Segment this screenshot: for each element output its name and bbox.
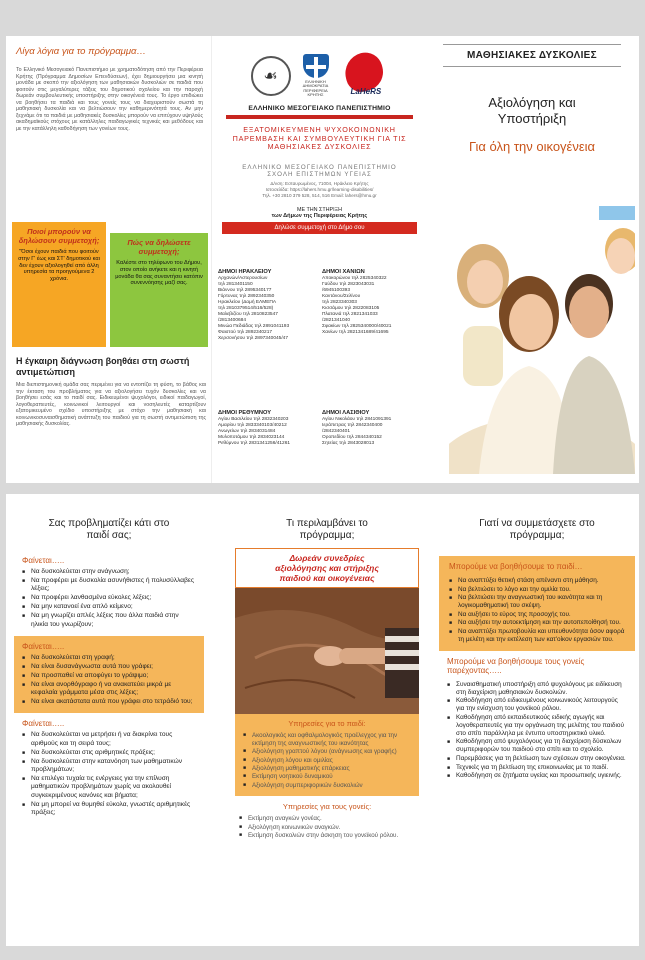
list-item: ■ Να αυξήσει την αυτοεκτίμηση και την αυτοπεποίθησή του. — [449, 619, 627, 627]
list-item: ■ Να δυσκολεύεται στην κατανόηση των μαθηματικών προβλημάτων; — [22, 758, 196, 775]
how-text: Καλέστε στο τηλέφωνο του Δήμου, στον οποίο ανήκετε και η κινητή μονάδα θα σας συναντήσει κατόπιν συνεννόησης μαζί σας. — [115, 260, 203, 287]
list-item: ■ Να είναι ακατάστατα αυτά που γράφει στο τετράδιό του; — [22, 698, 196, 706]
municipality-name: ΔΗΜΟΙ ΧΑΝΙΩΝ — [322, 269, 365, 275]
parent-benefits-heading-line-1: Μπορούμε να βοηθήσουμε τους γονείς — [447, 656, 585, 666]
municipality-phone-line: Χερσονήσου τηλ 2897340045/47 — [218, 336, 288, 342]
concerns-column — [6, 494, 212, 946]
municipality-phone-line: Αγίου Νικολάου τηλ 2841091391 — [322, 417, 392, 422]
municipalities-row-1 — [218, 269, 422, 343]
how-title: Πώς να δηλώσετε συμμετοχή; — [127, 238, 191, 256]
list-item: ■ Να δυσκολεύεται στις αριθμητικές πράξεις; — [22, 749, 196, 757]
contact-line: Τηλ. +30 2810 379 528, 514, 516 Email: lahers@hmu.gr — [262, 193, 377, 199]
municipality-phone-line: Οροπεδίου τηλ 2844340152 — [322, 435, 382, 441]
brochure-inside — [6, 494, 639, 946]
program-title: ΕΞΑΤΟΜΙΚΕΥΜΕΝΗ ΨΥΧΟΚΟΙΝΩΝΙΚΗ ΠΑΡΕΜΒΑΣΗ ΚΑΙ ΣΥΜΒΟΥΛΕΥΤΙΚΗ ΓΙΑ ΤΙΣ ΜΑΘΗΣΙΑΚΕΣ ΔΥΣΚΟΛΙΕΣ — [232, 125, 407, 152]
why-participate-column — [433, 494, 639, 946]
list-item: ■ Να βελτιώσει το λόγο και την ομιλία του. — [449, 586, 627, 594]
list-item: ■ Να προφέρει λανθασμένα εύκολες λέξεις; — [22, 594, 196, 602]
logos-row — [218, 48, 421, 103]
municipality-phone-line: /2842340401 — [322, 429, 351, 435]
municipality-phone-line: /6945100393 — [322, 288, 351, 294]
municipality-phone-line: Σητείας τηλ 2843028013 — [322, 441, 375, 447]
free-sessions-box — [235, 548, 419, 588]
list-item: ■ Να δυσκολεύεται στην ανάγνωση; — [22, 568, 196, 576]
why-title — [439, 518, 635, 542]
list-item: ■ Να προσπαθεί να αποφύγει το γράψιμο; — [22, 672, 196, 680]
municipality-phone-line: Ιεράπετρας τηλ 2842340400 — [322, 423, 383, 429]
contents-title-line-2: πρόγραμμα; — [299, 530, 355, 541]
who-text: "Όσοι έχουν παιδιά που φοιτούν στην Γ' έως και ΣΤ' δημοτικού και δεν έχουν αξιολογηθεί από άλλη υπηρεσία τα προηγούμενα 2 χρόνια. — [18, 249, 100, 283]
municipality-phones — [218, 276, 316, 343]
list-item: ■ Καθοδήγηση σε ζητήματα υγείας και προσωπικής υγιεινής. — [447, 772, 627, 780]
municipalities-row-2 — [218, 410, 422, 447]
about-text: Το Ελληνικό Μεσογειακό Πανεπιστήμιο με χρηματοδότηση από την Περιφέρεια Κρήτης (Πρόγραμμα Δημοσίων Επενδύσεων), έχει δημιουργήσει μια κινητή μονάδα με σκοπό την αξιολόγηση των μαθησιακών δυσκολιών σε παιδιά που φοιτούν στις μεγαλύτερες τάξεις του δημοτικού σχολείου και την παροχή δωρεάν συμβουλευτικής υποστήριξης στην οικογένειά τους. Το έργο επιδιώκει να βοηθήσει τα παιδιά και τους γονείς τους να διαχειριστούν σωστά τη μαθησιακή δυσκολία και να βελτιώσουν την καθημερινότητά τους. Αν μην ξεχνάμε ότι τα παιδιά με μαθησιακές δυσκολίες μπορούν να επιτύχουν υψηλούς ακαδημαϊκούς στόχους με κατάλληλες παιδαγωγικές τεχνικές και μεθόδους και με την κατάλληλη καθοδήγηση των γονέων τους. — [16, 67, 203, 132]
contact-column — [211, 36, 425, 483]
list-item: ■ Εκτίμηση αναγκών γονέας. — [239, 815, 415, 823]
list-item: ■ Να προφέρει με δυσκολία ασυνήθιστες ή πολυσύλλαβες λέξεις; — [22, 577, 196, 594]
municipality-phone-line: τηλ 2813401150 — [218, 282, 253, 288]
cover-divider-top — [443, 44, 621, 45]
list-item: ■ Να αναπτύξει πρωτοβουλία και υπευθυνότητα όσον αφορά τη μελέτη και την εκτέλεση των κατ'οίκον εργασιών του. — [449, 628, 627, 644]
parent-benefits-list — [447, 681, 627, 781]
about-title: Λίγα λόγια για το πρόγραμμα… — [16, 46, 146, 57]
municipality-phones — [322, 276, 420, 336]
child-benefits-heading: Μπορούμε να βοηθήσουμε το παιδί… — [449, 562, 583, 571]
cover-tagline: Για όλη την οικογένεια — [468, 139, 596, 154]
reading-list — [22, 568, 196, 629]
program-contents-column — [223, 494, 429, 946]
cover-subtitle — [431, 95, 633, 127]
municipality-phone-line: Μαλεβιζίου τηλ 2810823547 — [218, 312, 278, 318]
municipality-phone-line: Μυλοποτάμου τηλ 2834023144 — [218, 435, 285, 441]
municipality-phone-line: τηλ 2810379514/516/528) — [218, 306, 274, 312]
municipality-phone-line: Αγίου Βασιλείου τηλ 2832340203 — [218, 417, 289, 422]
red-divider — [226, 115, 413, 119]
municipality-phone-line: Αρχανών/Αστερουσίων — [218, 276, 268, 281]
list-item: ■ Να αναπτύξει θετική στάση απέναντι στη μάθηση. — [449, 577, 627, 585]
why-title-line-2: πρόγραμμα; — [509, 530, 565, 541]
list-item: ■ Να επιλέγει τυχαία τις ενέργειες για την επίλυση μαθηματικών προβλημάτων χωρίς να ακολουθεί συγκεκριμένους κανόνες και βήματα; — [22, 775, 196, 800]
family-photo — [449, 206, 635, 474]
section-heading: Φαίνεται….. — [22, 556, 65, 565]
municipality-phone-line: /2813400684 — [218, 318, 247, 324]
municipality-phones — [322, 417, 420, 447]
list-item: ■ Να είναι ανορθόγραφο ή να ανακατεύει μικρά με κεφαλαία γράμματα μέσα στις λέξεις; — [22, 681, 196, 698]
municipality-phone-line: Γόρτυνας τηλ 2892340350 — [218, 294, 275, 300]
list-item: ■ Να μη γνωρίζει απλές λέξεις που άλλα παιδιά στην ηλικία του γνωρίζουν; — [22, 612, 196, 629]
list-item: ■ Καθοδήγηση από ειδικευμένους κοινωνικούς λειτουργούς για την ενίσχυση του γονεϊκού ρόλου. — [447, 697, 627, 713]
section-heading: Φαίνεται….. — [22, 641, 65, 651]
child-services-list — [243, 732, 411, 790]
section-heading: Φαίνεται….. — [22, 719, 65, 729]
municipality-name: ΔΗΜΟΙ ΡΕΘΥΜΝΟΥ — [218, 410, 272, 416]
list-item: ■ Αξιολόγηση κοινωνικών αναγκών. — [239, 824, 415, 832]
municipality-rethymno — [218, 410, 316, 447]
parent-benefits-heading-line-2: παρέχοντας….. — [447, 665, 502, 675]
cover-column — [425, 36, 639, 483]
list-item: ■ Καθοδήγηση από εκπαιδευτικούς ειδικής αγωγής και λογοθεραπευτές για την οργάνωση της μελέτης του παιδιού στο σπίτι παράλληλα με έντυπο υποστηρικτικό υλικό. — [447, 714, 627, 738]
list-item: ■ Να αυξήσει το εύρος της προσοχής του. — [449, 611, 627, 619]
how-to-apply-box — [110, 233, 208, 347]
school-line-2: ΣΧΟΛΗ ΕΠΙΣΤΗΜΩΝ ΥΓΕΙΑΣ — [267, 171, 372, 179]
contents-title-line-1: Τι περιλαμβάνει το — [286, 518, 368, 529]
concerns-title-line-2: παιδί σας; — [86, 530, 132, 541]
school-name — [218, 164, 421, 179]
contents-title — [231, 518, 423, 542]
lahers-logo — [341, 53, 389, 99]
child-services-title: Υπηρεσίες για το παιδί: — [288, 719, 366, 728]
register-banner: Δηλώσε συμμετοχή στο Δήμο σου — [222, 222, 417, 234]
free-line-1: Δωρεάν συνεδρίες — [289, 553, 365, 563]
address: Δ/νση: Εσταυρωμένος, 71004, Ηράκλειο Κρήτης — [270, 180, 369, 186]
list-item: ■ Ακοολογικός και οφθαλμολογικός προέλεγχος για την εκτίμηση της αναγνωστικής του ικανότητας — [243, 732, 411, 748]
list-item: ■ Συναισθηματική υποστήριξη από ψυχολόγους με ειδίκευση στη διαχείριση μαθησιακών δυσκολιών. — [447, 681, 627, 697]
list-item: ■ Αξιολόγηση μαθηματικής επάρκειας — [243, 765, 411, 773]
child-writing-photo — [235, 588, 419, 714]
region-crete-logo — [297, 54, 335, 98]
university-name: ΕΛΛΗΝΙΚΟ ΜΕΣΟΓΕΙΑΚΟ ΠΑΝΕΠΙΣΤΗΜΙΟ — [248, 105, 391, 112]
municipality-phone-line: Κισσάμου τηλ 2822083105 — [322, 306, 380, 312]
municipality-phone-line: τηλ 2823340303 — [322, 300, 357, 306]
municipality-phone-line: Αποκορώνου τηλ 2825340322 — [322, 276, 387, 281]
who-title: Ποιοί μπορούν να δηλώσουν συμμετοχή; — [18, 227, 100, 245]
math-section — [14, 713, 204, 824]
list-item: ■ Να είναι δυσανάγνωστα αυτά που γράφει; — [22, 663, 196, 671]
brochure-front — [6, 36, 639, 483]
child-benefits-box — [439, 556, 635, 651]
concerns-title — [14, 518, 204, 542]
municipality-lasithi — [322, 410, 420, 447]
municipality-chania — [322, 269, 420, 343]
municipality-phones — [218, 417, 316, 447]
address-block — [218, 181, 421, 200]
municipality-phone-line: Σφακίων τηλ 2825340000/40021 — [322, 324, 392, 330]
parent-services-title: Υπηρεσίες για τους γονείς: — [282, 802, 372, 812]
municipality-phone-line: Αμαρίου τηλ 2833340103/40212 — [218, 423, 287, 429]
cover-subtitle-line-2: Υποστήριξη — [497, 111, 567, 126]
list-item: ■ Αξιολόγηση λόγου και ομιλίας — [243, 757, 411, 765]
cover-title: ΜΑΘΗΣΙΑΚΕΣ ΔΥΣΚΟΛΙΕΣ — [467, 50, 597, 61]
list-item: ■ Να μη μπορεί να θυμηθεί εύκολα, γνωστές αριθμητικές πράξεις; — [22, 801, 196, 818]
municipality-phone-line: Πλατανιά τηλ 2821341033 — [322, 312, 378, 318]
school-line-1: ΕΛΛΗΝΙΚΟ ΜΕΣΟΓΕΙΑΚΟ ΠΑΝΕΠΙΣΤΗΜΙΟ — [242, 163, 397, 171]
support-line-1: ΜΕ ΤΗΝ ΣΤΗΡΙΞΗ — [296, 206, 343, 213]
municipality-phone-line: Φαιστού τηλ 2892340217 — [218, 330, 273, 336]
about-program-column — [6, 36, 211, 483]
math-list — [22, 731, 196, 817]
municipality-phone-line: Καντάνου/Σελίνου — [322, 294, 361, 300]
child-benefits-list — [449, 577, 627, 644]
municipality-name: ΔΗΜΟΙ ΗΡΑΚΛΕΙΟΥ — [218, 269, 272, 275]
municipality-phone-line: /2821341040 — [322, 318, 351, 324]
list-item: ■ Εκτίμηση νοητικού δυναμικού — [243, 773, 411, 781]
parent-benefits-box — [439, 651, 635, 787]
list-item: ■ Αξιολόγηση συμπεριφορικών δυσκολιών — [243, 782, 411, 790]
website[interactable]: Ιστοσελίδα: https://lahers.hmu.gr/learning-disabilities/ — [265, 187, 374, 193]
free-line-3: παιδιού και οικογένειας — [279, 573, 375, 583]
parent-services-list — [239, 815, 415, 840]
list-item: ■ Εκτίμηση δυσκολιών στην άσκηση του γονεϊκού ρόλου. — [239, 832, 415, 840]
lahers-logo-text: LaHeRS — [350, 86, 382, 96]
free-line-2: αξιολόγησης και στήριξης — [275, 563, 379, 573]
who-can-apply-box — [12, 222, 106, 347]
parent-benefits-heading — [447, 657, 627, 675]
municipality-name: ΔΗΜΟΙ ΛΑΣΙΘΙΟΥ — [322, 410, 370, 416]
reading-section — [14, 554, 204, 636]
municipality-phone-line: Χανίων τηλ 2821341689/41695 — [322, 330, 389, 336]
diagnosis-title: Η έγκαιρη διάγνωση βοηθάει στη σωστή αντιμετώπιση — [16, 356, 190, 377]
writing-section — [14, 636, 204, 713]
list-item: ■ Καθοδήγηση από ψυχολόγους για τη διαχείριση δύσκολων συμπεριφορών του παιδιού στο σπίτι και το σχολείο. — [447, 738, 627, 754]
municipality-phone-line: Ρεθύμνου τηλ 2831341256/41261 — [218, 441, 291, 447]
support-text — [218, 207, 421, 220]
municipality-phone-line: Βιάννου τηλ 2895340177 — [218, 288, 272, 294]
cover-divider-bottom — [443, 66, 621, 67]
why-title-line-1: Γιατί να συμμετάσχετε στο — [479, 518, 595, 529]
support-line-2: των Δήμων της Περιφέρειας Κρήτης — [271, 212, 368, 219]
child-services-box — [235, 714, 419, 796]
parent-services-box — [231, 796, 423, 846]
list-item: ■ Τεχνικές για τη βελτίωση της επικοινωνίας με το παιδί. — [447, 764, 627, 772]
list-item: ■ Να δυσκολεύεται να μετρήσει ή να διακρίνει τους αριθμούς και τη σειρά τους; — [22, 731, 196, 748]
list-item: ■ Αξιολόγηση γραπτού λόγου (ανάγνωσης και γραφής) — [243, 748, 411, 756]
municipality-phone-line: Γαύδου τηλ 2823043031 — [322, 282, 375, 288]
list-item: ■ Να μην κατανοεί ένα απλό κείμενο; — [22, 603, 196, 611]
diagnosis-text: Μια διεπιστημονική ομάδα σας περιμένει για να εντοπίζει τη φύση, το βάθος και την έκταση του προβλήματος για να αξιολογήσει τυχόν δυσκολίες και να βοηθήσει εσάς και το παιδί σας. Ειδικευμένοι ψυχολόγοι, ειδικοί παιδαγωγοί, λογοθεραπευτές, κοινωνικοί λειτουργοί και νοσηλευτές καταρτίζουν εξατομικευμένο σχέδιο υποστήριξης με στόχο την μαθησιακή και κοινωνικοσυναισθηματική ανάπτυξη του παιδιού για τη σωστή αντιμετώπιση της μαθησιακής δυσκολίας. — [16, 382, 206, 427]
municipality-phone-line: Ηρακλείου (Δομή ΕΛΜΕΠΑ — [218, 300, 277, 306]
region-logo-text: ΕΛΛΗΝΙΚΗ ΔΗΜΟΚΡΑΤΙΑ ΠΕΡΙΦΕΡΕΙΑ ΚΡΗΤΗΣ — [302, 78, 329, 97]
list-item: ■ Παρεμβάσεις για τη βελτίωση των σχέσεων στην οικογένεια. — [447, 755, 627, 763]
university-seal-icon: ☙ — [251, 56, 291, 96]
municipality-phone-line: Ανωγείων τηλ 2834031484 — [218, 429, 276, 435]
municipality-heraklion — [218, 269, 316, 343]
municipality-phone-line: Μινώα Πεδιάδας τηλ 2891041193 — [218, 324, 290, 330]
greek-cross-icon — [303, 54, 329, 78]
cover-subtitle-line-1: Αξιολόγηση και — [488, 95, 576, 110]
list-item: ■ Να δυσκολεύεται στη γραφή; — [22, 654, 196, 662]
list-item: ■ Να βελτιώσει την αναγνωστική του ικανότητα και τη λογικομαθηματική του σκέψη. — [449, 594, 627, 610]
concerns-title-line-1: Σας προβληματίζει κάτι στο — [48, 518, 170, 529]
writing-list — [22, 654, 196, 707]
